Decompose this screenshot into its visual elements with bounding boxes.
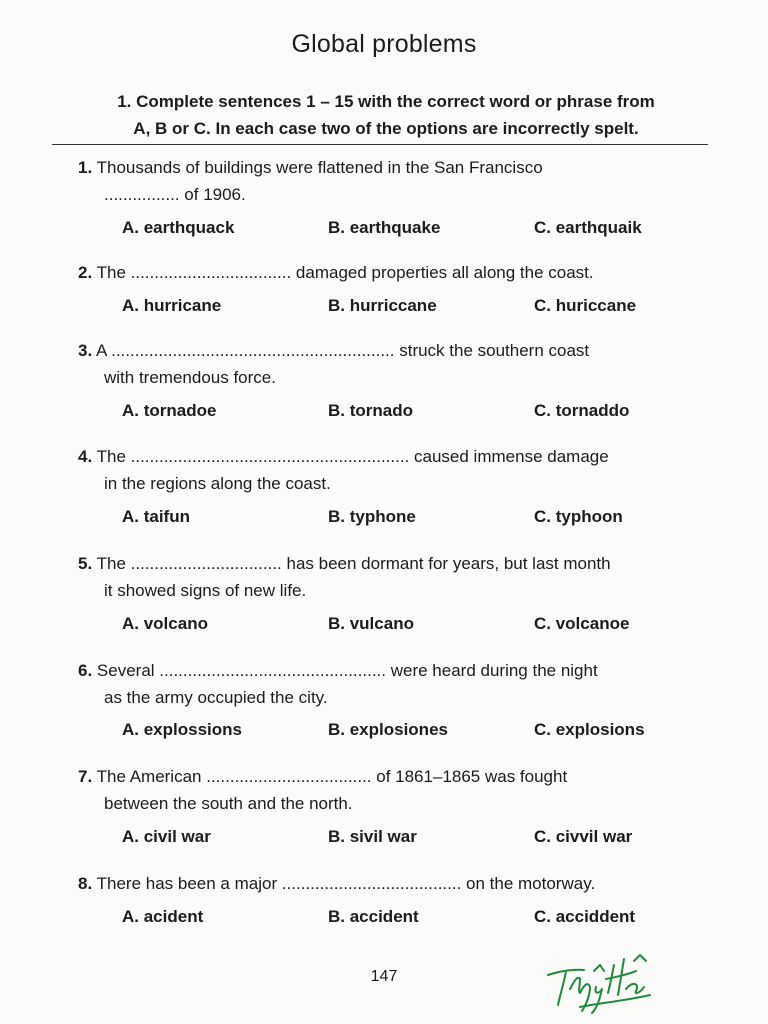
question-line-1: There has been a major ...................................... on the motorway. bbox=[96, 874, 596, 893]
option-a[interactable]: A. acident bbox=[122, 907, 204, 926]
option-b[interactable]: B. vulcano bbox=[328, 614, 414, 633]
question-number: 5. bbox=[78, 554, 93, 573]
option-b[interactable]: B. tornado bbox=[328, 401, 413, 420]
question-line-2: as the army occupied the city. bbox=[104, 688, 328, 707]
question-text bbox=[78, 154, 708, 208]
question-line-1: The ................................ has been dormant for years, but last month bbox=[96, 554, 611, 573]
option-b[interactable]: B. hurriccane bbox=[328, 296, 437, 315]
option-b[interactable]: B. earthquake bbox=[328, 218, 441, 237]
question-text bbox=[78, 763, 708, 817]
question-line-1: The American ................................... of 1861–1865 was fought bbox=[96, 767, 568, 786]
option-c[interactable]: C. civvil war bbox=[534, 827, 633, 846]
question-text bbox=[78, 443, 708, 497]
instruction-line-1: 1. Complete sentences 1 – 15 with the correct word or phrase from bbox=[117, 92, 655, 111]
handwritten-signature bbox=[540, 945, 660, 1015]
option-c[interactable]: C. typhoon bbox=[534, 507, 623, 526]
question-number: 6. bbox=[78, 661, 93, 680]
question-number: 3. bbox=[78, 341, 93, 360]
question-text bbox=[78, 657, 708, 711]
option-a[interactable]: A. taifun bbox=[122, 507, 190, 526]
option-a[interactable]: A. hurricane bbox=[122, 296, 222, 315]
question-number: 2. bbox=[78, 263, 93, 282]
instruction bbox=[50, 88, 722, 142]
question-number: 4. bbox=[78, 447, 93, 466]
divider bbox=[52, 144, 708, 145]
question-line-2: in the regions along the coast. bbox=[104, 474, 331, 493]
option-c[interactable]: C. explosions bbox=[534, 720, 645, 739]
option-b[interactable]: B. sivil war bbox=[328, 827, 417, 846]
option-b[interactable]: B. typhone bbox=[328, 507, 416, 526]
option-c[interactable]: C. acciddent bbox=[534, 907, 636, 926]
question-line-1: A ............................................................ struck the southern coast bbox=[95, 341, 590, 360]
question-line-2: ................ of 1906. bbox=[104, 185, 246, 204]
option-c[interactable]: C. earthquaik bbox=[534, 218, 642, 237]
option-c[interactable]: C. tornaddo bbox=[534, 401, 630, 420]
question-text bbox=[78, 550, 708, 604]
question-line-1: The ........................................................... caused immense damage bbox=[96, 447, 609, 466]
option-a[interactable]: A. civil war bbox=[122, 827, 211, 846]
option-a[interactable]: A. volcano bbox=[122, 614, 208, 633]
question-line-2: with tremendous force. bbox=[104, 368, 276, 387]
question-line-2: it showed signs of new life. bbox=[104, 581, 307, 600]
option-b[interactable]: B. explosiones bbox=[328, 720, 448, 739]
question-number: 8. bbox=[78, 874, 93, 893]
question-number: 7. bbox=[78, 767, 93, 786]
option-b[interactable]: B. accident bbox=[328, 907, 419, 926]
page-number: 147 bbox=[370, 968, 398, 985]
option-c[interactable]: C. huriccane bbox=[534, 296, 637, 315]
option-a[interactable]: A. explossions bbox=[122, 720, 242, 739]
question-line-1: Thousands of buildings were flattened in the San Francisco bbox=[96, 158, 543, 177]
question-line-1: Several ................................................ were heard during the night bbox=[96, 661, 598, 680]
question-text bbox=[78, 259, 708, 286]
option-a[interactable]: A. tornadoe bbox=[122, 401, 217, 420]
question-text bbox=[78, 870, 708, 897]
question-text bbox=[78, 337, 708, 391]
instruction-line-2: A, B or C. In each case two of the options are incorrectly spelt. bbox=[133, 119, 639, 138]
page-title: Global problems bbox=[291, 30, 477, 58]
question-line-2: between the south and the north. bbox=[104, 794, 353, 813]
option-c[interactable]: C. volcanoe bbox=[534, 614, 630, 633]
question-number: 1. bbox=[78, 158, 93, 177]
option-a[interactable]: A. earthquack bbox=[122, 218, 235, 237]
question-line-1: The .................................. damaged properties all along the coast. bbox=[96, 263, 594, 282]
